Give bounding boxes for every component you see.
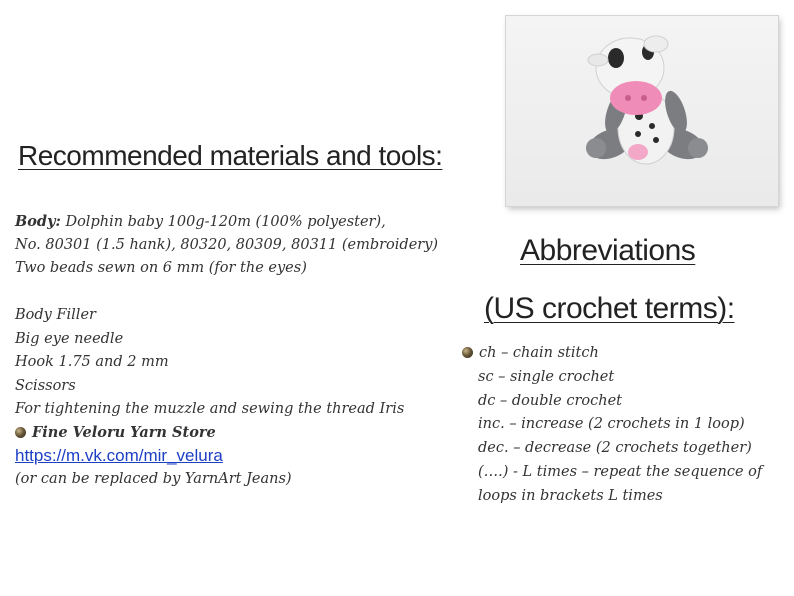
material-item: Hook 1.75 and 2 mm — [15, 354, 169, 370]
store-link-line — [15, 446, 223, 466]
body-line-1-text: Dolphin baby 100g-120m (100% polyester), — [60, 214, 386, 230]
crochet-cow-image — [506, 16, 778, 206]
abbr-item: (….) - L times – repeat the sequence of — [478, 464, 763, 480]
bead-bullet-icon — [462, 347, 473, 358]
abbreviations-heading: Abbreviations — [520, 234, 696, 267]
material-item: Body Filler — [15, 307, 96, 323]
body-line-1 — [15, 213, 386, 230]
toy-photo — [506, 16, 778, 206]
abbr-item: sc – single crochet — [478, 369, 615, 385]
store-line — [15, 424, 216, 441]
body-line-3: Two beads sewn on 6 mm (for the eyes) — [15, 260, 307, 276]
body-label: Body: — [15, 213, 61, 230]
abbr-item — [462, 345, 599, 361]
abbr-item: dc – double crochet — [478, 393, 622, 409]
store-link[interactable]: https://m.vk.com/mir_velura — [15, 446, 223, 465]
materials-heading: Recommended materials and tools: — [18, 140, 443, 171]
abbr-item: inc. – increase (2 crochets in 1 loop) — [478, 416, 745, 432]
material-item: For tightening the muzzle and sewing the thread Iris — [15, 401, 405, 417]
store-name: Fine Veloru Yarn Store — [32, 424, 216, 441]
abbreviations-subheading: (US crochet terms): — [484, 292, 735, 325]
material-item: Big eye needle — [15, 331, 124, 347]
abbr-item-text: ch – chain stitch — [479, 345, 599, 361]
store-note: (or can be replaced by YarnArt Jeans) — [15, 471, 292, 487]
body-line-2: No. 80301 (1.5 hank), 80320, 80309, 80311 (embroidery) — [15, 237, 439, 253]
bead-bullet-icon — [15, 427, 26, 438]
abbr-item: dec. – decrease (2 crochets together) — [478, 440, 752, 456]
material-item: Scissors — [15, 378, 76, 394]
abbr-item: loops in brackets L times — [478, 488, 663, 504]
